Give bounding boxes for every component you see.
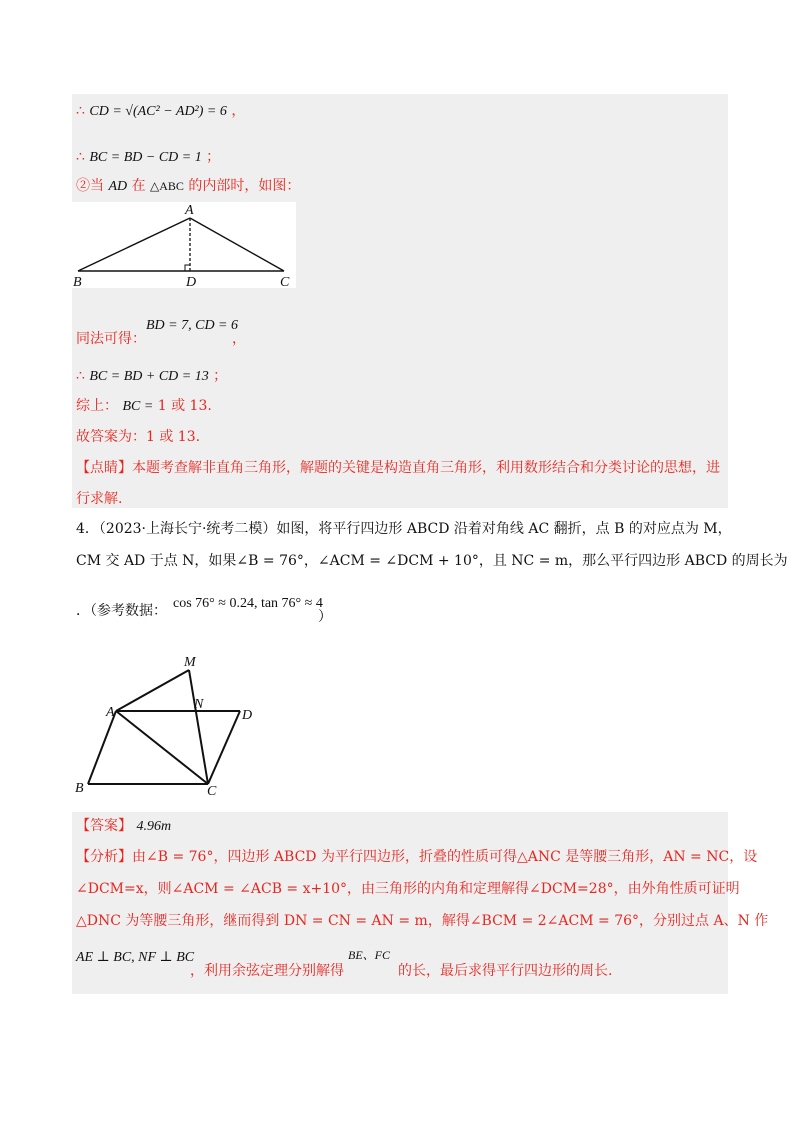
label-a: A [106, 705, 115, 720]
line-answer-1: 故答案为：1 或 13. [76, 429, 201, 445]
label-d: D [242, 708, 253, 723]
label-c: C [280, 275, 290, 290]
case-2-ad: AD [108, 179, 128, 194]
segment-mc [189, 670, 208, 784]
label-d: D [186, 275, 197, 290]
line-summary [76, 397, 212, 416]
line-comment-1: 【点睛】本题考查解非直角三角形，解题的关键是构造直角三角形，利用数形结合和分类讨论的思想，进 [76, 460, 720, 476]
formula-bc-1: BC = BD − CD = 1 [89, 150, 202, 165]
be-fc-labels: BE、FC [348, 948, 390, 962]
therefore-symbol: ∴ [76, 368, 85, 384]
question-line-3 [76, 602, 167, 620]
parallelogram-figure [72, 650, 272, 800]
therefore-symbol: ∴ [76, 103, 85, 119]
segment-dc [208, 711, 240, 784]
label-n: N [194, 697, 204, 712]
answer-label: 【答案】 [76, 818, 132, 834]
question-line-2: CM 交 AD 于点 N，如果∠B = 76°，∠ACM = ∠DCM + 10°，且 NC = m，那么平行四边形 ABCD 的周长为 [76, 553, 788, 569]
case-2-heading [76, 177, 300, 196]
punctuation: ， [231, 103, 246, 119]
analysis-text-1: 由∠B = 76°，四边形 ABCD 为平行四边形，折叠的性质可得△ANC 是等腰三角形，AN = NC，设 [132, 849, 758, 865]
analysis-line-1 [76, 848, 757, 866]
line-comment-2: 行求解. [76, 491, 123, 507]
reference-suffix: ） [318, 609, 332, 625]
line-bc-2 [76, 367, 227, 386]
label-b: B [73, 275, 82, 290]
label-b: B [75, 781, 84, 796]
reference-prefix: ．（参考数据： [76, 603, 167, 619]
punctuation-comma: ， [232, 331, 246, 347]
case-2-prefix: ②当 [76, 178, 104, 194]
line-cd [76, 102, 245, 121]
line-same-method [76, 330, 146, 348]
question-line-1: 4．（2023·上海长宁·统考二模）如图，将平行四边形 ABCD 沿着对角线 AC 翻折，点 B 的对应点为 M， [76, 521, 732, 537]
formula-cd: CD = √(AC² − AD²) = 6 [89, 104, 227, 119]
perpendicular-formula: AE ⊥ BC, NF ⊥ BC [76, 950, 195, 965]
triangle-figure [72, 202, 296, 292]
formula-bd-cd-text: BD = 7, CD = 6 [146, 318, 239, 333]
analysis-small-labels [348, 946, 390, 964]
analysis-line-4: ，利用余弦定理分别解得 [190, 963, 344, 979]
analysis-line-3: △DNC 为等腰三角形，继而得到 DN = CN = AN = m，解得∠BCM = 2∠ACM = 76°，分别过点 A、N 作 [76, 913, 769, 929]
label-m: M [184, 655, 196, 670]
case-2-suffix: 的内部时，如图： [188, 178, 301, 194]
analysis-line-4-end: 的长，最后求得平行四边形的周长. [398, 963, 613, 979]
summary-suffix: 1 或 13. [157, 398, 212, 414]
punctuation: ； [206, 149, 221, 165]
segment-ab [88, 711, 116, 784]
answer-line [76, 817, 171, 836]
reference-data-text: cos 76° ≈ 0.24, tan 76° ≈ 4 [173, 596, 323, 611]
therefore-symbol: ∴ [76, 149, 85, 165]
segment-am [116, 670, 189, 711]
punctuation: ； [213, 368, 228, 384]
reference-data [173, 594, 323, 613]
formula-bd-cd [146, 316, 238, 335]
same-method-prefix: 同法可得： [76, 331, 146, 347]
line-bc-1 [76, 148, 220, 167]
formula-bc-2: BC = BD + CD = 13 [89, 369, 209, 384]
analysis-label: 【分析】 [76, 849, 132, 865]
analysis-line-2: ∠DCM=x，则∠ACM = ∠ACB = x+10°，由三角形的内角和定理解得∠DCM=28°，由外角性质可证明 [76, 881, 740, 897]
analysis-line-4-math [76, 948, 194, 967]
diagonal-ac [116, 711, 208, 784]
label-a: A [185, 203, 194, 218]
figure-background [72, 202, 296, 288]
summary-math: BC = [122, 399, 154, 414]
case-2-mid: 在 [131, 178, 146, 194]
answer-value: 4.96m [136, 819, 172, 834]
summary-prefix: 综上： [76, 398, 118, 414]
label-c: C [207, 784, 217, 799]
case-2-triangle: △ABC [150, 179, 184, 193]
